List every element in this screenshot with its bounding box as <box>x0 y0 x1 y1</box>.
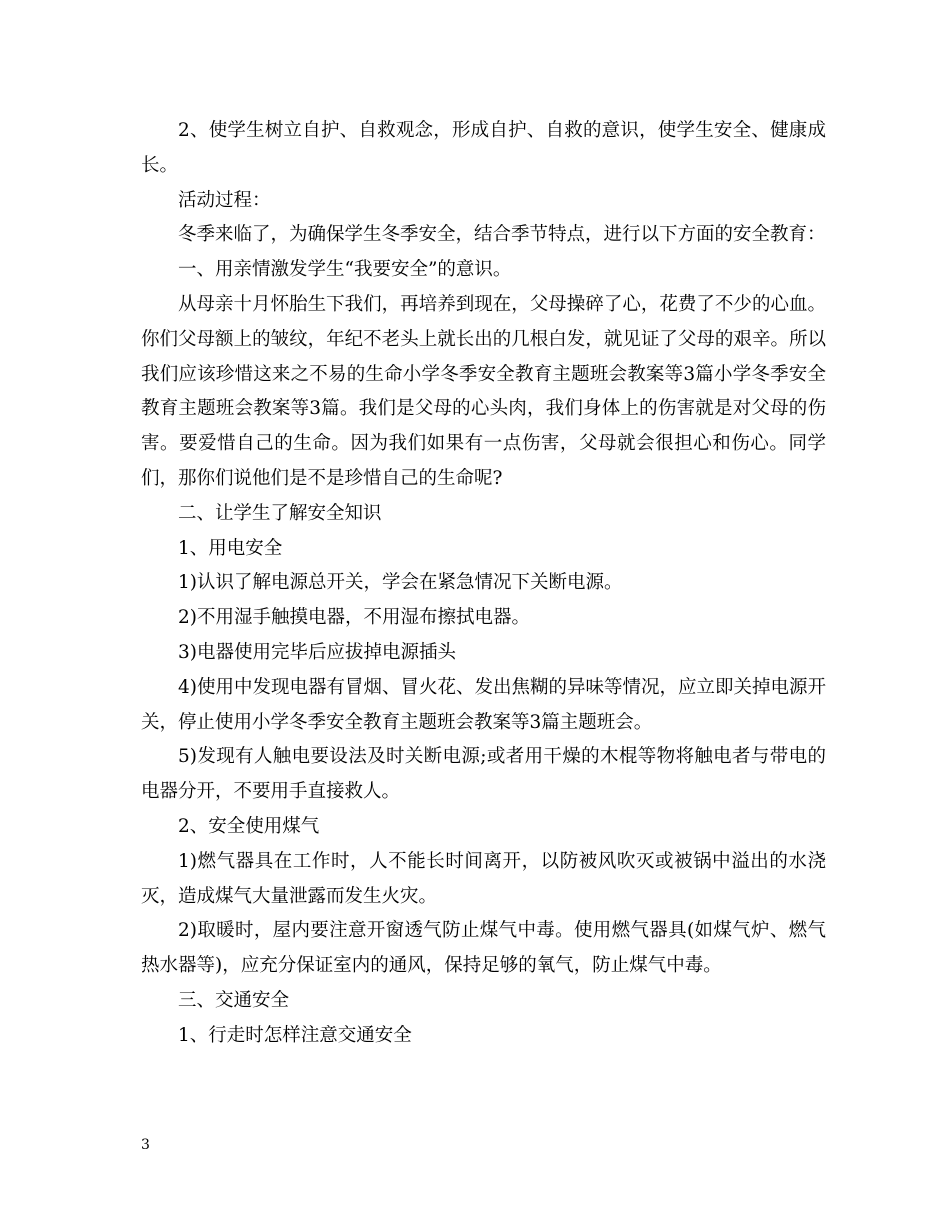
document-body <box>141 114 826 1054</box>
subsection-heading-gas: 2、安全使用煤气 <box>178 815 320 837</box>
page-number: 3 <box>141 1137 150 1153</box>
list-item-gas-1: 1)燃气器具在工作时，人不能长时间离开，以防被风吹灭或被锅中溢出的水浇灭，造成煤气大量泄露而发生火灾。 <box>141 850 826 907</box>
paragraph-goal-2: 2、使学生树立自护、自救观念，形成自护、自救的意识，使学生安全、健康成长。 <box>141 120 826 176</box>
paragraph-intro: 冬季来临了，为确保学生冬季安全，结合季节特点，进行以下方面的安全教育： <box>178 224 826 246</box>
subsection-heading-walking: 1、行走时怎样注意交通安全 <box>178 1024 412 1046</box>
list-item-electricity-2: 2)不用湿手触摸电器，不用湿布擦拭电器。 <box>178 607 530 629</box>
list-item-electricity-1: 1)认识了解电源总开关，学会在紧急情况下关断电源。 <box>178 572 623 594</box>
section-heading-2: 二、让学生了解安全知识 <box>178 502 382 524</box>
list-item-electricity-3: 3)电器使用完毕后应拔掉电源插头 <box>178 641 456 663</box>
paragraph-family: 从母亲十月怀胎生下我们，再培养到现在，父母操碎了心，花费了不少的心血。你们父母额上的皱纹，年纪不老头上就长出的几根白发，就见证了父母的艰辛。所以我们应该珍惜这来之不易的生命小学冬季安全教育主题班会教案等3篇小学冬季安全教育主题班会教案等3篇。我们是父母的心头肉，我们身体上的伤害就是对父母的伤害。要爱惜自己的生命。因为我们如果有一点伤害，父母就会很担心和伤心。同学们，那你们说他们是不是珍惜自己的生命呢? <box>141 293 826 489</box>
paragraph-process-heading: 活动过程： <box>178 189 271 211</box>
list-item-electricity-4: 4)使用中发现电器有冒烟、冒火花、发出焦糊的异味等情况，应立即关掉电源开关，停止使用小学冬季安全教育主题班会教案等3篇主题班会。 <box>141 676 826 733</box>
list-item-gas-2: 2)取暖时，屋内要注意开窗透气防止煤气中毒。使用燃气器具(如煤气炉、燃气热水器等)，应充分保证室内的通风，保持足够的氧气，防止煤气中毒。 <box>141 920 826 977</box>
subsection-heading-electricity: 1、用电安全 <box>178 537 283 559</box>
section-heading-1: 一、用亲情激发学生“我要安全”的意识。 <box>178 259 512 281</box>
list-item-electricity-5: 5)发现有人触电要设法及时关断电源;或者用干燥的木棍等物将触电者与带电的电器分开，不要用手直接救人。 <box>141 746 826 803</box>
section-heading-3: 三、交通安全 <box>178 989 290 1011</box>
